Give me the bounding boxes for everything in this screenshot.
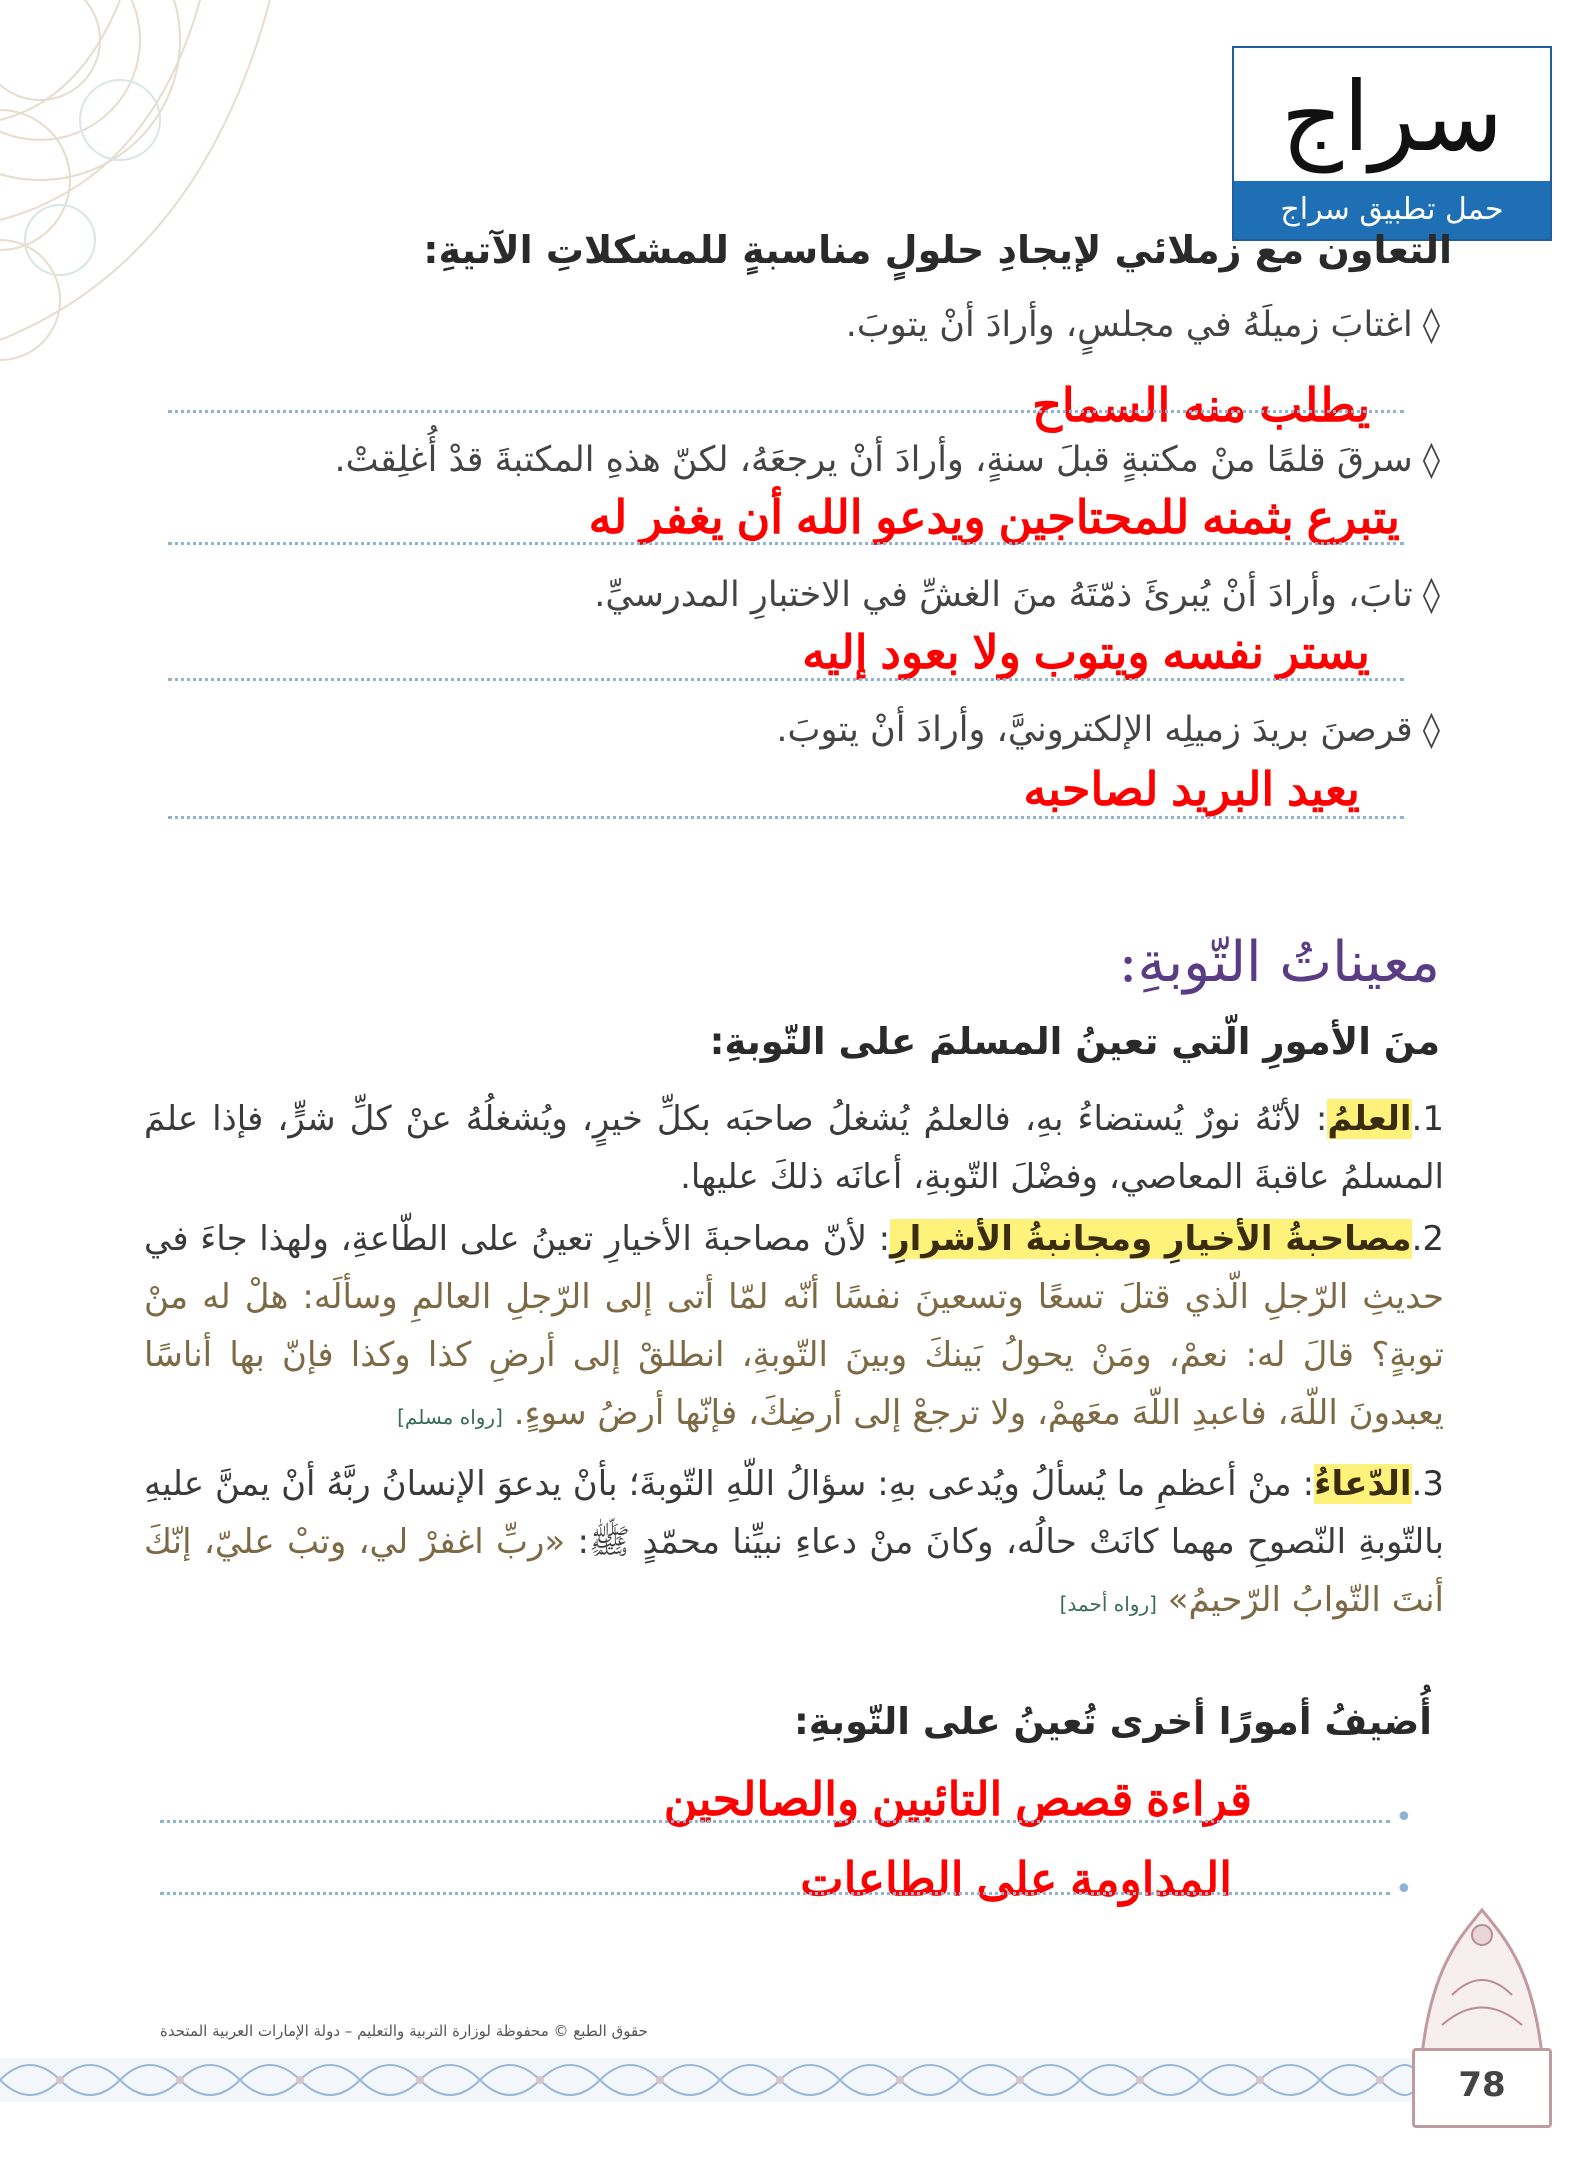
bullet-dot-icon: •	[1395, 1872, 1413, 1907]
dua-source: [رواه أحمد]	[1059, 1592, 1157, 1616]
page-number-box	[1412, 2048, 1552, 2128]
answer-line[interactable]	[160, 1892, 1390, 1895]
point-number: 2.	[1411, 1219, 1445, 1259]
diamond-bullet-icon: ◊	[1422, 710, 1440, 750]
question-text: سرقَ قلمًا منْ مكتبةٍ قبلَ سنةٍ، وأرادَ أنْ يرجعَهُ، لكنّ هذهِ المكتبةَ قدْ أُغلِقتْ.	[334, 440, 1413, 480]
decorative-footer-band	[0, 2040, 1420, 2120]
point-2	[144, 1210, 1444, 1446]
answer-text-2: يتبرع بثمنه للمحتاجين ويدعو الله أن يغفر له	[588, 491, 1400, 543]
question-item-3	[594, 575, 1440, 615]
question-item-2	[335, 440, 1441, 480]
point-text: : منْ أعظمِ ما يُسألُ ويُدعى بهِ: سؤالُ اللّهِ التّوبةَ؛ بأنْ يدعوَ الإنسانُ ربَّهُ أنْ يمنَّ عليهِ بالتّوبةِ النّصوحِ مهما كانَتْ حالُه، وكانَ منْ دعاءِ نبيِّنا محمّدٍ ﷺ:	[144, 1464, 1445, 1562]
point-term: مصاحبةُ الأخيارِ ومجانبةُ الأشرارِ	[890, 1219, 1412, 1259]
add-answer-1: قراءة قصص التائبين والصالحين	[663, 1773, 1252, 1825]
diamond-bullet-icon: ◊	[1422, 440, 1440, 480]
question-item-1	[846, 305, 1440, 345]
hadith-quote: حديثِ الرّجلِ الّذي قتلَ تسعًا وتسعينَ نفسًا أنّه لمّا أتى إلى الرّجلِ العالمِ وسألَه: هلْ له منْ توبةٍ؟ قالَ له: نعمْ، ومَنْ يحولُ بَينكَ وبينَ التّوبةِ، انطلقْ إلى أرضِ كذا وكذا فإنّ بها أناسًا يعبدونَ اللّهَ، فاعبدِ اللّهَ معَهمْ، ولا ترجعْ إلى أرضِكَ، فإنّها أرضُ سوءٍ.	[144, 1277, 1444, 1433]
hadith-source: [رواه مسلم]	[397, 1405, 503, 1429]
siraj-logo[interactable]	[1232, 46, 1552, 241]
section-title: معيناتُ التّوبةِ:	[1118, 930, 1440, 995]
diamond-bullet-icon: ◊	[1422, 575, 1440, 615]
point-text: : لأنّهُ نورٌ يُستضاءُ بهِ، فالعلمُ يُشغلُ صاحبَه بكلِّ خيرٍ، ويُشغلُهُ عنْ كلِّ شرٍّ، فإذا علمَ المسلمُ عاقبةَ المعاصي، وفضْلَ التّوبةِ، أعانَه ذلكَ عليها.	[144, 1099, 1444, 1197]
add-answer-2: المداومة على الطاعات	[800, 1853, 1232, 1905]
add-more-heading: أُضيفُ أمورًا أخرى تُعينُ على التّوبةِ:	[793, 1700, 1432, 1743]
point-term: العلمُ	[1327, 1099, 1412, 1139]
answer-line[interactable]	[168, 816, 1404, 819]
question-text: اغتابَ زميلَهُ في مجلسٍ، وأرادَ أنْ يتوبَ.	[845, 305, 1413, 345]
answer-line[interactable]	[168, 542, 1404, 545]
answer-line[interactable]	[168, 678, 1404, 681]
copyright-notice: حقوق الطبع © محفوظة لوزارة التربية والتعليم – دولة الإمارات العربية المتحدة	[160, 2022, 648, 2040]
point-text: : لأنّ مصاحبةَ الأخيارِ تعينُ على الطّاعةِ، ولهذا جاءَ في	[144, 1219, 891, 1259]
answer-text-1: يطلب منه السماح	[1032, 379, 1370, 431]
decorative-arch-ornament	[1412, 1905, 1552, 2055]
answer-line[interactable]	[168, 410, 1404, 413]
point-3	[144, 1455, 1444, 1633]
point-number: 1.	[1411, 1099, 1444, 1139]
logo-word: سراج	[1280, 61, 1504, 173]
question-text: تابَ، وأرادَ أنْ يُبرئَ ذمّتَهُ منَ الغشِّ في الاختبارِ المدرسيِّ.	[594, 575, 1413, 615]
section-intro: منَ الأمورِ الّتي تعينُ المسلمَ على التّوبةِ:	[709, 1020, 1440, 1063]
dua-quote: «ربِّ اغفرْ لي، وتبْ عليّ، إنّكَ أنتَ التّوابُ الرّحيمُ»	[144, 1522, 1444, 1620]
page-number: 78	[1458, 2065, 1506, 2105]
question-item-4	[776, 710, 1440, 750]
decorative-corner-pattern	[0, 0, 300, 380]
activity-heading: التعاون مع زملائي لإيجادِ حلولٍ مناسبةٍ للمشكلاتِ الآتيةِ:	[423, 228, 1452, 272]
answer-line[interactable]	[160, 1820, 1390, 1823]
bullet-dot-icon: •	[1395, 1800, 1413, 1835]
point-term: الدّعاءُ	[1314, 1464, 1412, 1504]
diamond-bullet-icon: ◊	[1422, 305, 1440, 345]
answer-text-3: يستر نفسه ويتوب ولا بعود إليه	[802, 626, 1370, 678]
point-number: 3.	[1411, 1464, 1444, 1504]
question-text: قرصنَ بريدَ زميلِه الإلكترونيَّ، وأرادَ أنْ يتوبَ.	[776, 710, 1413, 750]
answer-text-4: يعيد البريد لصاحبه	[1023, 763, 1360, 815]
logo-tagline: حمل تطبيق سراج	[1234, 181, 1550, 239]
point-1	[144, 1090, 1444, 1206]
